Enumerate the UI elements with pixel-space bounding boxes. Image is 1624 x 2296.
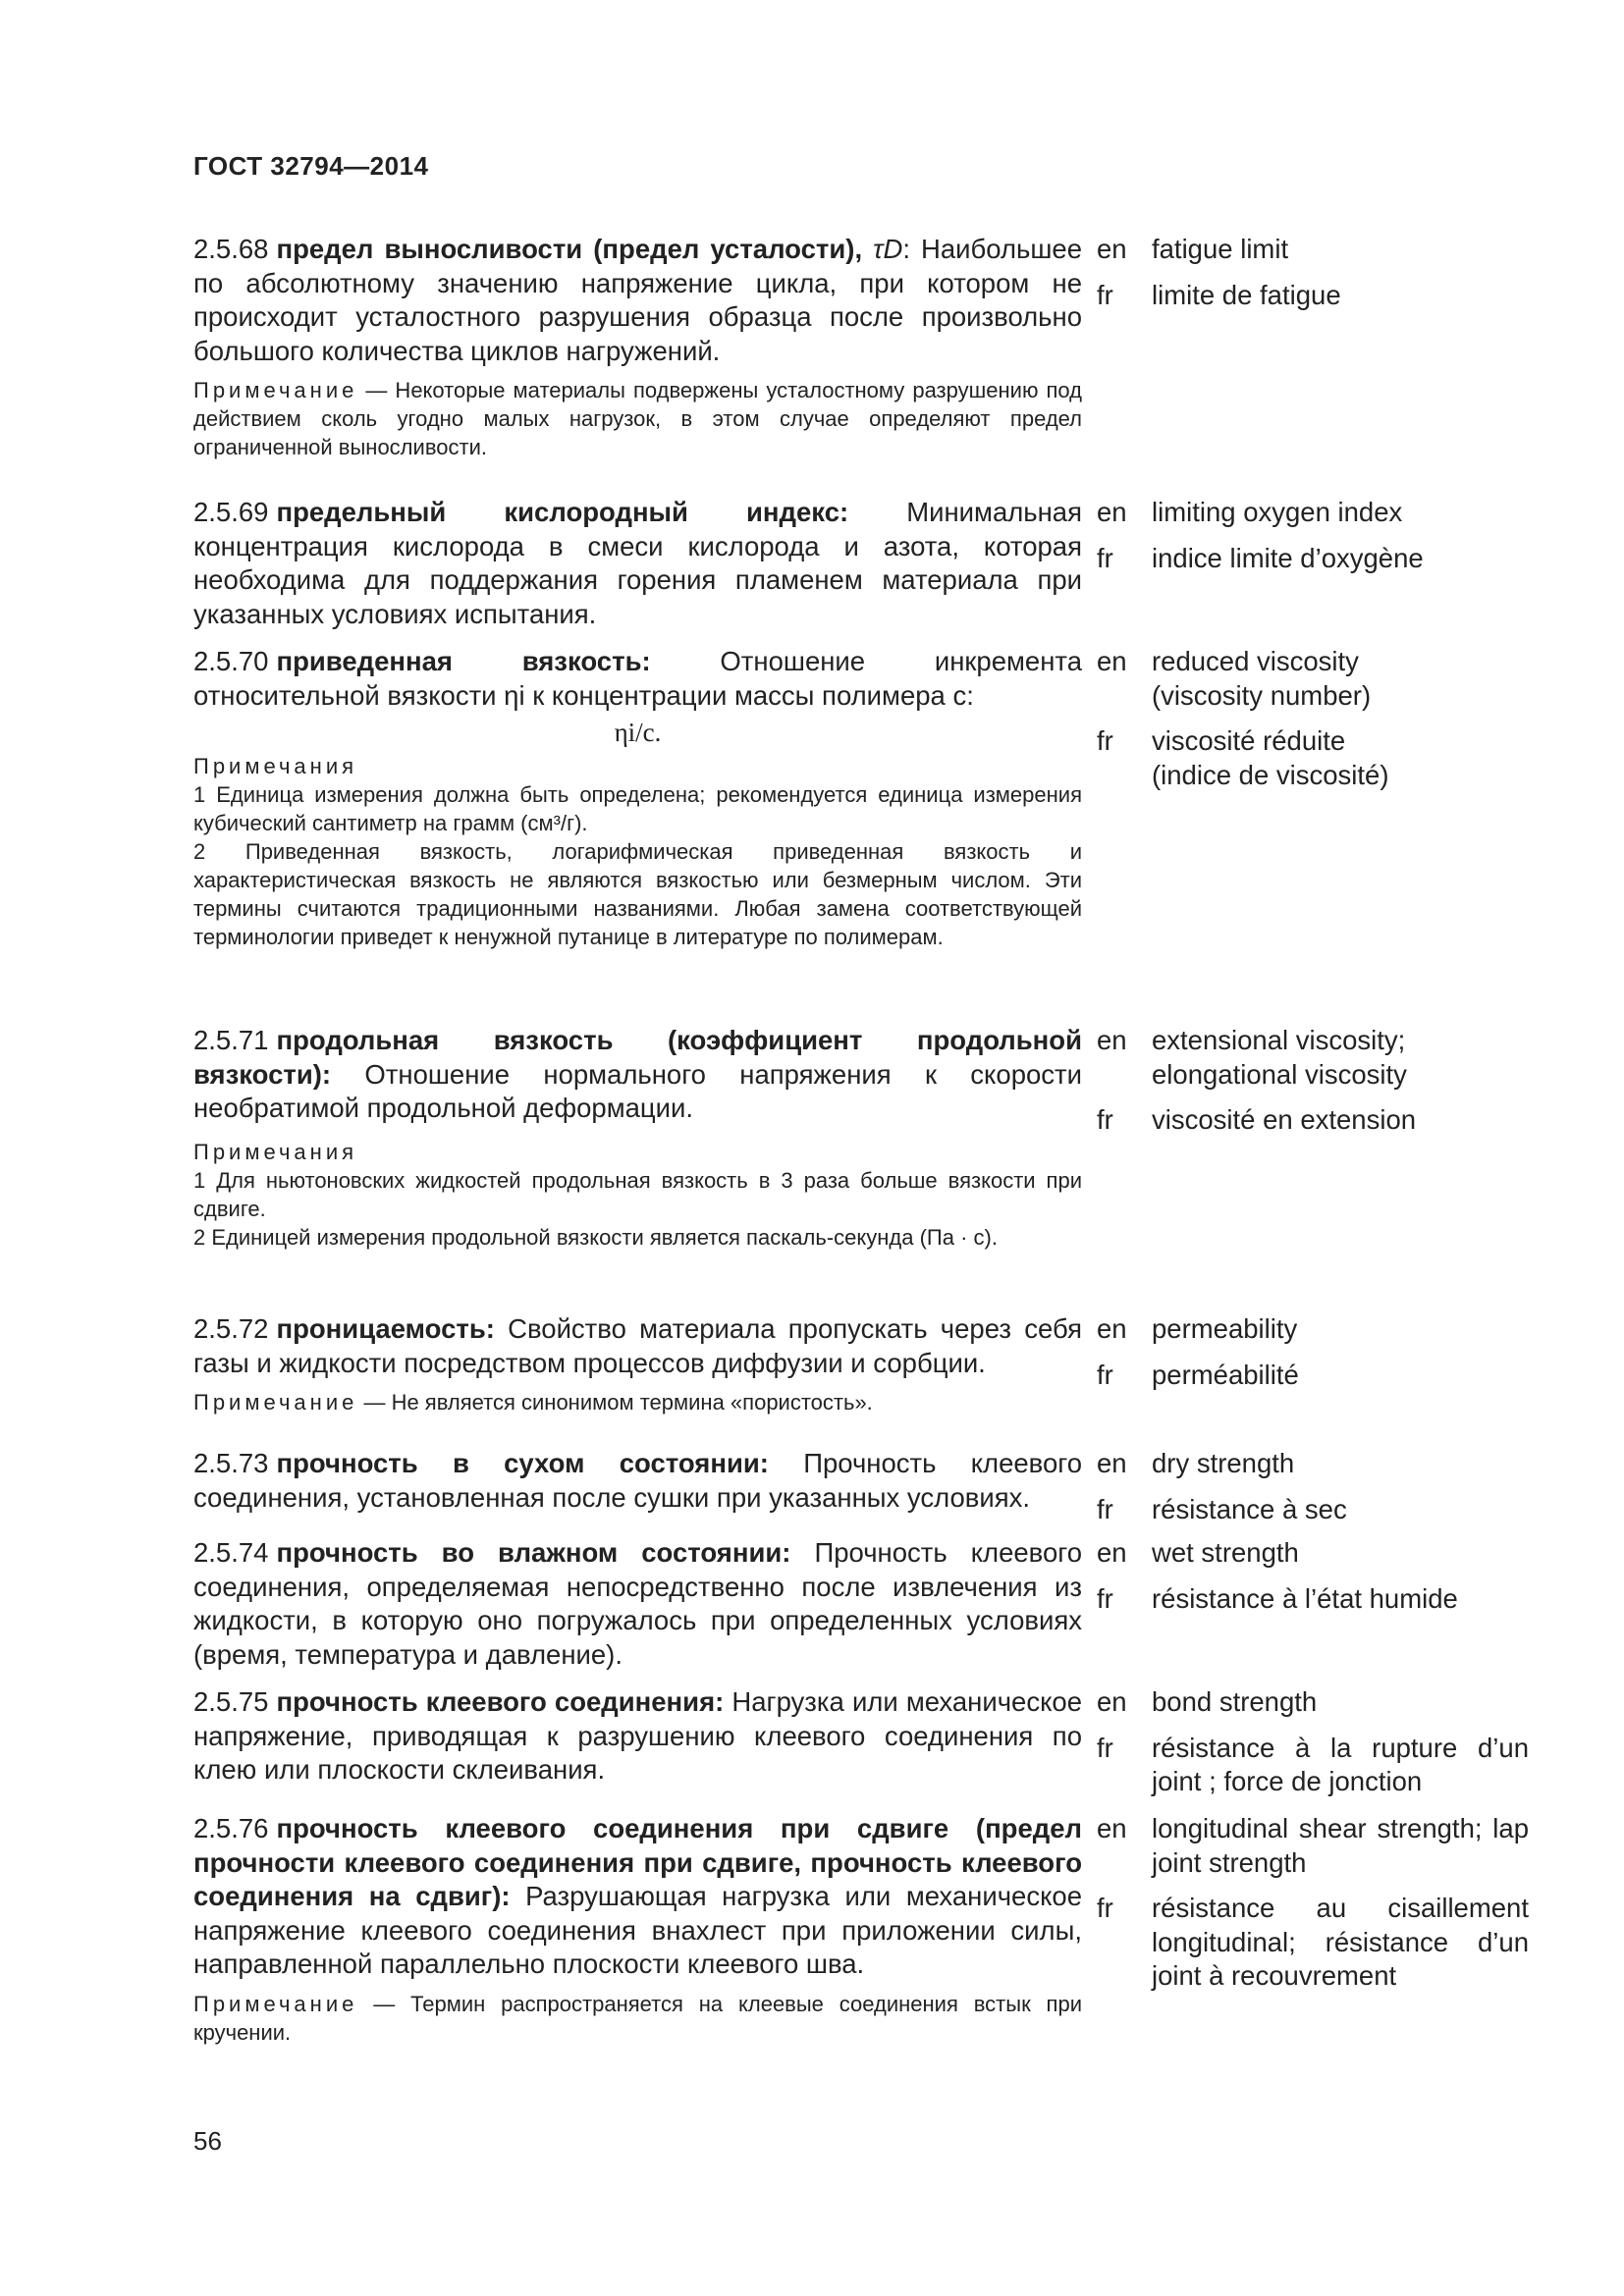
note — [193, 1388, 1082, 1416]
lang-code-fr: fr — [1097, 1493, 1113, 1524]
translation-en — [1097, 1536, 1529, 1571]
translations — [1097, 1812, 1529, 1994]
term-title: продольная вязкость (коэффициент продольной вязкости): — [193, 1025, 1082, 1090]
term-title: прочность в сухом состоянии: — [276, 1448, 769, 1478]
translation-fr-text: résistance à la rupture d’un joint ; force de jonction — [1152, 1732, 1529, 1796]
entry-russian-text — [193, 645, 1082, 951]
term-number: 2.5.71 — [193, 1025, 269, 1055]
term-symbol: τD — [873, 234, 903, 264]
note-1: 1 Единица измерения должна быть определена; рекомендуется единица измерения кубический сантиметр на грамм (см³/г). — [193, 782, 1082, 835]
lang-code-en: en — [1097, 1448, 1127, 1478]
lang-code-en: en — [1097, 1537, 1127, 1568]
translation-en — [1097, 233, 1529, 267]
notes-label: Примечания — [193, 1139, 358, 1164]
translation-fr — [1097, 1892, 1529, 1994]
term-number: 2.5.76 — [193, 1813, 269, 1843]
term-title: прочность во влажном состоянии: — [276, 1537, 791, 1568]
translations — [1097, 1447, 1529, 1526]
term-definition: Свойство материала пропускать через себя газы и жидкости посредством процессов диффузии и сорбции. — [193, 1313, 1082, 1378]
translation-fr — [1097, 724, 1529, 792]
term-definition: : Наибольшее по абсолютному значению напряжение цикла, при котором не происходит усталостного разрушения образца после произвольно большого количества циклов нагружений. — [193, 234, 1082, 366]
translation-fr — [1097, 542, 1529, 576]
lang-code-fr: fr — [1097, 725, 1113, 756]
term-title: предельный кислородный индекс: — [276, 497, 849, 527]
lang-code-fr: fr — [1097, 1732, 1113, 1763]
term-definition: Нагрузка или механическое напряжение, приводящая к разрушению клеевого соединения по клею или плоскости склеивания. — [193, 1686, 1082, 1785]
lang-code-fr: fr — [1097, 1359, 1113, 1390]
note-text: — Термин распространяется на клеевые соединения встык при кручении. — [193, 1991, 1082, 2045]
translation-fr-text: résistance à l’état humide — [1152, 1582, 1458, 1614]
lang-code-en: en — [1097, 1813, 1127, 1843]
translation-en — [1097, 645, 1529, 713]
translation-en — [1097, 1685, 1529, 1720]
note-1: 1 Для ньютоновских жидкостей продольная вязкость в 3 раза больше вязкости при сдвиге. — [193, 1167, 1082, 1221]
term-number: 2.5.75 — [193, 1686, 269, 1717]
translation-fr-text: viscosité en extension — [1152, 1104, 1417, 1135]
entry-russian-text — [193, 1685, 1082, 1788]
translation-en-text: longitudinal shear strength; lap joint strength — [1152, 1813, 1529, 1878]
term-number: 2.5.70 — [193, 646, 269, 676]
term-number: 2.5.74 — [193, 1537, 269, 1568]
translations — [1097, 1536, 1529, 1616]
notes — [193, 1138, 1082, 1252]
translation-fr-text: viscosité réduite (indice de viscosité) — [1152, 725, 1389, 790]
translation-en-text: wet strength — [1152, 1537, 1299, 1568]
entry-russian-text — [193, 1312, 1082, 1416]
page-number: 56 — [193, 2126, 222, 2156]
translation-en-text: reduced viscosity (viscosity number) — [1152, 646, 1372, 711]
note-label: Примечание — [193, 1991, 358, 2016]
term-number: 2.5.73 — [193, 1448, 269, 1478]
term-number: 2.5.69 — [193, 497, 269, 527]
lang-code-fr: fr — [1097, 279, 1113, 310]
note-2: 2 Приведенная вязкость, логарифмическая приведенная вязкость и характеристическая вязкость не являются вязкостью или безмерным числом. Эти термины считаются традиционными названиями. Любая замена соответствующей терминологии приведет к ненужной путанице в литературе по полимерам. — [193, 839, 1082, 949]
translation-en-text: fatigue limit — [1152, 234, 1289, 264]
translation-fr — [1097, 1582, 1529, 1617]
translations — [1097, 1685, 1529, 1799]
note — [193, 1990, 1082, 2047]
translation-en-text: dry strength — [1152, 1448, 1295, 1478]
translation-fr — [1097, 1732, 1529, 1799]
term-title: проницаемость: — [276, 1313, 495, 1344]
entry-russian-text — [193, 1024, 1082, 1252]
translation-fr-text: limite de fatigue — [1152, 279, 1341, 310]
term-definition: Разрушающая нагрузка или механическое напряжение клеевого соединения внахлест при приложении силы, направленной параллельно плоскости клеевого шва. — [193, 1881, 1082, 1979]
lang-code-en: en — [1097, 497, 1127, 527]
term-title: прочность клеевого соединения при сдвиге (предел прочности клеевого соединения при сдвиге, прочность клеевого соединения на сдвиг): — [193, 1813, 1082, 1911]
note-text: — Не является синонимом термина «пористость». — [357, 1390, 873, 1415]
entry-russian-text — [193, 1447, 1082, 1515]
term-definition: Прочность клеевого соединения, установленная после сушки при указанных условиях. — [193, 1448, 1082, 1513]
translation-en-text: limiting oxygen index — [1152, 497, 1403, 527]
translation-fr-text: perméabilité — [1152, 1359, 1299, 1390]
term-title: приведенная вязкость: — [276, 646, 651, 676]
translation-fr-text: résistance à sec — [1152, 1493, 1347, 1524]
translation-fr-text: résistance au cisaillement longitudinal; résistance d’un joint à recouvrement — [1152, 1893, 1529, 1991]
translation-en — [1097, 1812, 1529, 1880]
term-definition: Минимальная концентрация кислорода в смеси кислорода и азота, которая необходима для поддержания горения пламенем материала при указанных условиях испытания. — [193, 497, 1082, 629]
lang-code-en: en — [1097, 646, 1127, 676]
notes — [193, 752, 1082, 951]
lang-code-en: en — [1097, 1313, 1127, 1344]
translation-en — [1097, 496, 1529, 530]
translations — [1097, 1312, 1529, 1392]
lang-code-en: en — [1097, 1686, 1127, 1717]
note-label: Примечание — [193, 378, 358, 402]
term-title: прочность клеевого соединения: — [276, 1686, 725, 1717]
term-title: предел выносливости (предел усталости), — [276, 234, 863, 264]
term-number: 2.5.72 — [193, 1313, 269, 1344]
lang-code-en: en — [1097, 1025, 1127, 1055]
translation-fr — [1097, 279, 1529, 313]
term-number: 2.5.68 — [193, 234, 269, 264]
translations — [1097, 645, 1529, 792]
translation-fr — [1097, 1493, 1529, 1527]
note-text: — Некоторые материалы подвержены усталостному разрушению под действием сколь угодно малых нагрузок, в этом случае определяют предел ограниченной выносливости. — [193, 378, 1082, 459]
note-2: 2 Единицей измерения продольной вязкости является паскаль-секунда (Па · с). — [193, 1224, 998, 1250]
lang-code-fr: fr — [1097, 1582, 1113, 1614]
translation-en — [1097, 1447, 1529, 1481]
translation-en — [1097, 1312, 1529, 1347]
translations — [1097, 496, 1529, 575]
document-header: ГОСТ 32794—2014 — [193, 151, 429, 181]
translation-fr — [1097, 1103, 1529, 1138]
note-label: Примечание — [193, 1390, 358, 1415]
entry-russian-text — [193, 1536, 1082, 1672]
term-definition: Прочность клеевого соединения, определяемая непосредственно после извлечения из жидкости, в которую оно погружалось при определенных условиях (время, температура и давление). — [193, 1537, 1082, 1670]
entry-russian-text — [193, 496, 1082, 631]
entry-russian-text — [193, 233, 1082, 461]
term-definition: Отношение инкремента относительной вязкости ηi к концентрации массы полимера c: — [193, 646, 1082, 711]
lang-code-fr: fr — [1097, 1104, 1113, 1135]
translation-en-text: extensional viscosity; elongational viscosity — [1152, 1025, 1407, 1090]
translation-en-text: bond strength — [1152, 1686, 1318, 1717]
formula: ηi/c. — [614, 718, 662, 747]
note — [193, 376, 1082, 461]
translation-en-text: permeability — [1152, 1313, 1298, 1344]
lang-code-fr: fr — [1097, 542, 1113, 573]
term-definition: Отношение нормального напряжения к скорости необратимой продольной деформации. — [193, 1058, 1082, 1123]
translation-en — [1097, 1024, 1529, 1092]
translations — [1097, 1024, 1529, 1138]
translation-fr-text: indice limite d’oxygène — [1152, 542, 1424, 573]
notes-label: Примечания — [193, 754, 358, 778]
entry-russian-text — [193, 1812, 1082, 2047]
translations — [1097, 233, 1529, 312]
lang-code-fr: fr — [1097, 1893, 1113, 1923]
lang-code-en: en — [1097, 234, 1127, 264]
translation-fr — [1097, 1359, 1529, 1393]
